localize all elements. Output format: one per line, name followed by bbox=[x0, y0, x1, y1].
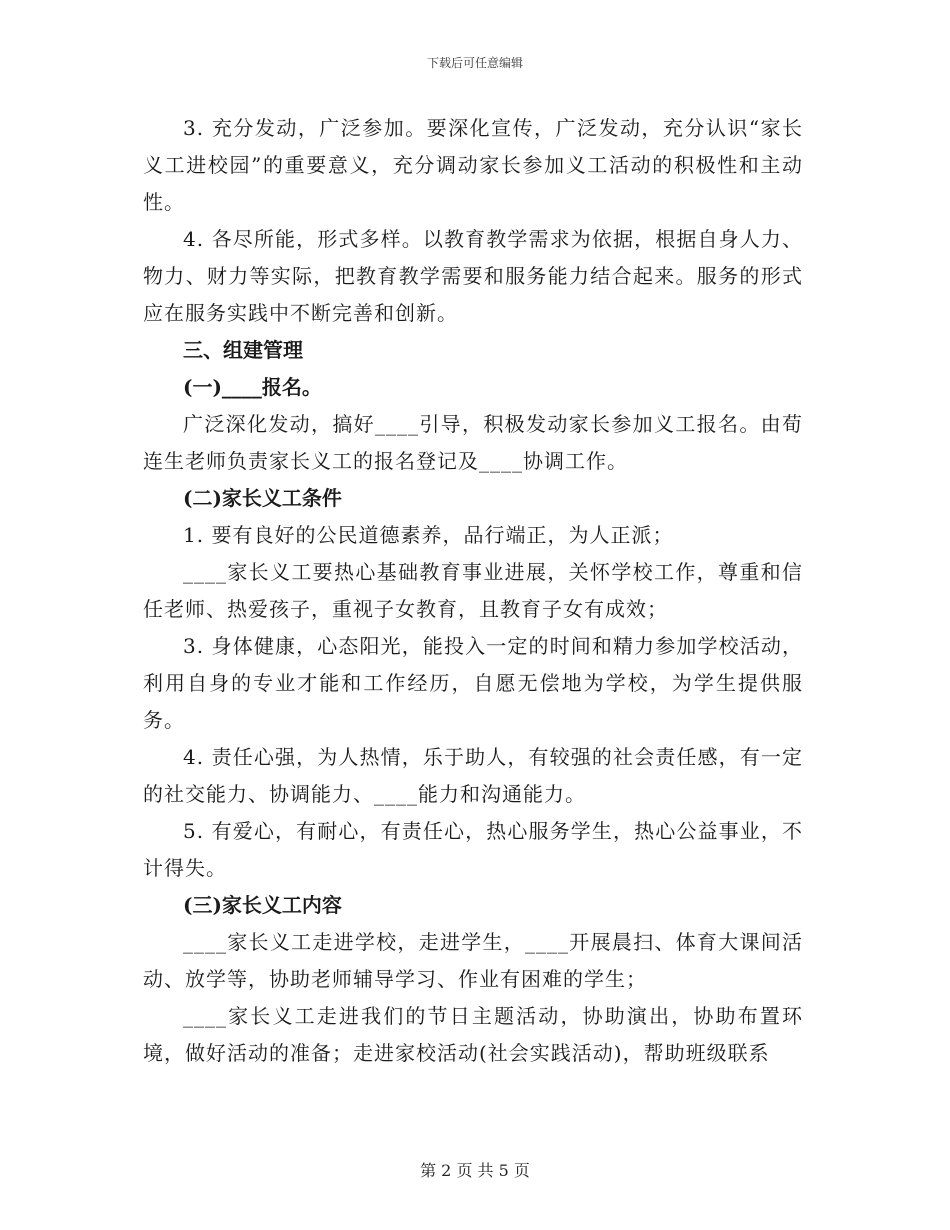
condition-item-4: 4. 责任心强，为人热情，乐于助人，有较强的社会责任感，有一定的社交能力、协调能力、____能力和沟通能力。 bbox=[143, 745, 803, 806]
subsection-title-registration: (一)____报名。 bbox=[183, 375, 322, 399]
document-body bbox=[143, 110, 803, 1072]
paragraph-item-3: 3. 充分发动，广泛参加。要深化宣传，广泛发动，充分认识“家长义工进校园”的重要意义，充分调动家长参加义工活动的积极性和主动性。 bbox=[143, 116, 803, 214]
subsection-title-conditions: (二)家长义工条件 bbox=[183, 486, 342, 510]
condition-item-5: 5. 有爱心，有耐心，有责任心，热心服务学生，热心公益事业，不计得失。 bbox=[143, 819, 803, 880]
condition-item-2: ____家长义工要热心基础教育事业进展，关怀学校工作，尊重和信任老师、热爱孩子，重视子女教育，且教育子女有成效； bbox=[143, 560, 803, 621]
condition-item-1: 1. 要有良好的公民道德素养，品行端正，为人正派； bbox=[183, 523, 674, 547]
page-number: 第 2 页 共 5 页 bbox=[420, 1161, 530, 1180]
condition-item-3: 3. 身体健康，心态阳光，能投入一定的时间和精力参加学校活动，利用自身的专业才能和工作经历，自愿无偿地为学校，为学生提供服务。 bbox=[143, 634, 803, 732]
paragraph-item-4: 4. 各尽所能，形式多样。以教育教学需求为依据，根据自身人力、物力、财力等实际，把教育教学需要和服务能力结合起来。服务的形式应在服务实践中不断完善和创新。 bbox=[143, 227, 803, 325]
header-note: 下载后可任意编辑 bbox=[426, 56, 523, 70]
subsection-title-content: (三)家长义工内容 bbox=[183, 893, 342, 917]
section-title-organization: 三、组建管理 bbox=[183, 338, 303, 362]
paragraph-registration: 广泛深化发动，搞好____引导，积极发动家长参加义工报名。由荀连生老师负责家长义工的报名登记及____协调工作。 bbox=[143, 412, 803, 473]
content-item-2: ____家长义工走进我们的节日主题活动，协助演出，协助布置环境，做好活动的准备；走进家校活动(社会实践活动)，帮助班级联系 bbox=[143, 1004, 803, 1065]
content-item-1: ____家长义工走进学校，走进学生，____开展晨扫、体育大课间活动、放学等，协助老师辅导学习、作业有困难的学生； bbox=[143, 930, 803, 991]
